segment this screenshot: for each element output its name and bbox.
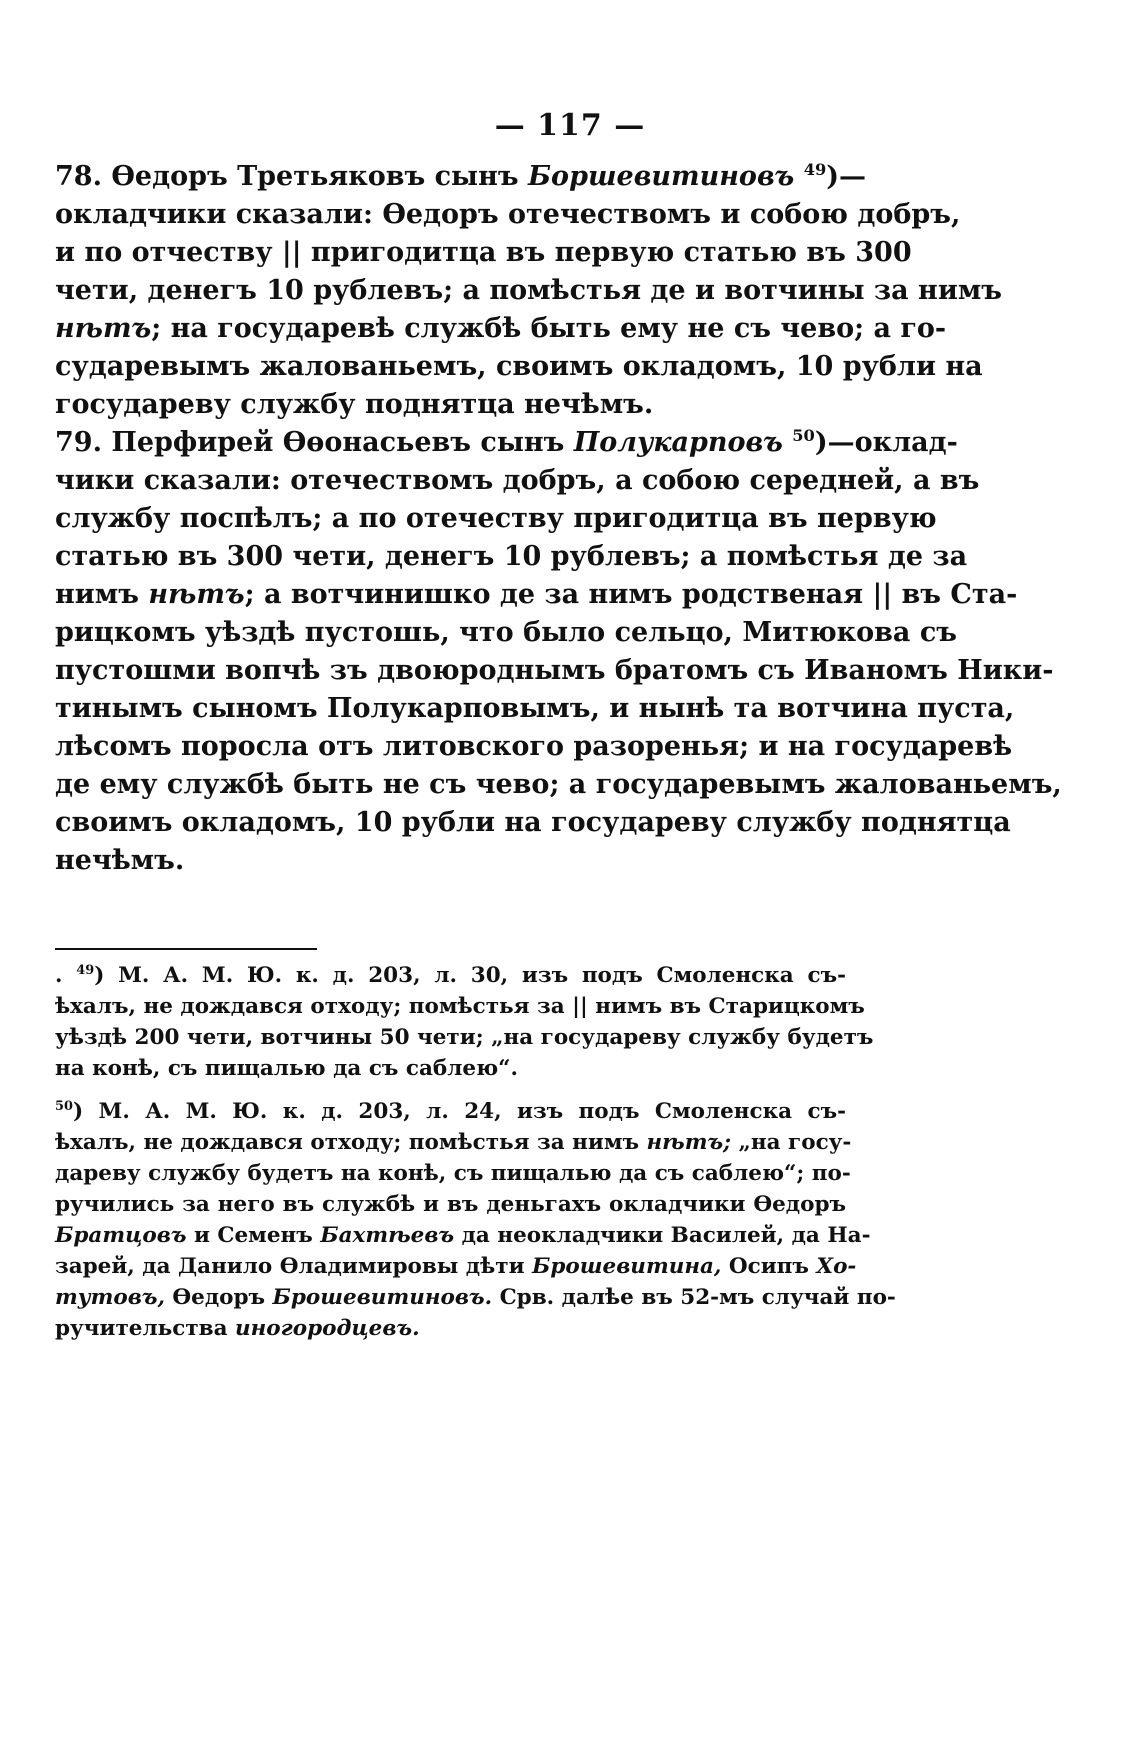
footnote-ref: 50 [55,1098,73,1114]
text-run: ; а вотчинишко де за нимъ родственая || въ Ста- [244,579,1018,610]
text-run: рицкомъ уѣздѣ пустошь, что было сельцо, Митюкова съ [55,617,957,648]
text-run: нимъ [55,579,149,610]
text-run: сударевымъ жалованьемъ, своимъ окладомъ, 10 рубли на [55,351,983,382]
italic-run: тутовъ, [55,1285,165,1310]
text-run [783,427,792,458]
italic-run: иногородцевъ. [235,1316,420,1341]
italic-run: Бахтѣевъ [320,1223,455,1248]
entry-79-line [55,540,968,574]
entry-78-line [55,236,912,270]
footnote-ref: 49 [803,160,827,179]
text-run: и по отчеству || пригодитца въ первую статью въ 300 [55,237,912,268]
text-run: ) М. А. М. Ю. к. д. 203, л. 30, изъ подъ Смоленска съ- [94,963,846,988]
footnote-50-line [55,1129,852,1157]
text-run: ѣхалъ, не дождався отходу; помѣстья за нимъ [55,1130,647,1155]
text-run: . [55,963,77,988]
text-run: дареву службу будетъ на конѣ, съ пищалью да съ саблею“; по- [55,1161,851,1186]
footnote-50-line [55,1222,871,1250]
italic-run: Хо- [816,1254,857,1279]
text-run: зарей, да Данило Өладимировы дѣти [55,1254,533,1279]
text-run: пустошми вопчѣ зъ двоюроднымъ братомъ съ Иваномъ Ники- [55,655,1054,686]
text-run: государеву службу поднятца нечѣмъ. [55,389,654,420]
text-run: )—оклад- [814,427,958,458]
text-run: ручились за него въ службѣ и въ деньгахъ окладчики Өедоръ [55,1192,846,1217]
entry-79-line [55,616,957,650]
page-number: — 117 — [494,108,646,143]
text-run: на конѣ, съ пищалью да съ саблею“. [55,1056,518,1081]
text-run: своимъ окладомъ, 10 рубли на государеву службу поднятца [55,807,1011,838]
text-run: ѣхалъ, не дождався отходу; помѣстья за || нимъ въ Старицкомъ [55,994,865,1019]
text-run: окладчики сказали: Өедоръ отечествомъ и собою добръ, [55,199,961,230]
entry-78-line [55,312,947,346]
entry-78-line [55,160,867,194]
footnote-ref: 49 [76,962,95,978]
text-run: Срв. далѣе въ 52-мъ случай по- [492,1285,896,1310]
entry-79-line [55,578,1018,612]
text-run: 79. Перфирей Өөонасьевъ сынъ [55,427,574,458]
italic-run: Боршевитиновъ [527,161,795,192]
text-run: службу поспѣлъ; а по отечеству пригодитца въ первую [55,503,937,534]
footnote-50-line [55,1315,420,1343]
text-run: де ему службѣ быть не съ чево; а государевымъ жалованьемъ, [55,769,1062,800]
entry-79-line [55,464,980,498]
italic-run: нѣтъ [55,313,152,344]
text-run: )— [826,161,867,192]
text-run [794,161,803,192]
italic-run: Братцовъ [55,1223,187,1248]
text-run: ручительства [55,1316,235,1341]
footnote-49-line [55,993,865,1021]
text-run: да неокладчики Василей, да На- [454,1223,871,1248]
italic-run: нѣтъ; [646,1130,732,1155]
text-run: и Семенъ [186,1223,321,1248]
text-run: чети, денегъ 10 рублевъ; а помѣстья де и вотчины за нимъ [55,275,1003,306]
text-run: тинымъ сыномъ Полукарповымъ, и нынѣ та вотчина пуста, [55,693,1015,724]
text-run: ; на государевѣ службѣ быть ему не съ чево; а го- [151,313,947,344]
italic-run: нѣтъ [148,579,245,610]
entry-78-line [55,350,983,384]
entry-79-line [55,806,1011,840]
text-run: статью въ 300 чети, денегъ 10 рублевъ; а помѣстья де за [55,541,968,572]
text-run: чики сказали: отечествомъ добръ, а собою середней, а въ [55,465,980,496]
footnote-50-line [55,1160,851,1188]
entry-79-line [55,502,937,536]
entry-79-line [55,730,1013,764]
entry-78-line [55,198,961,232]
entry-78-line [55,274,1003,308]
text-run: Осипъ [721,1254,817,1279]
italic-run: Полукарповъ [573,427,783,458]
text-run: лѣсомъ поросла отъ литовского разоренья; и на государевѣ [55,731,1013,762]
entry-79-line [55,654,1054,688]
text-run: нечѣмъ. [55,845,185,876]
footnote-separator [55,948,317,950]
text-run: Өедоръ [164,1285,273,1310]
text-run: уѣздѣ 200 чети, вотчины 50 чети; „на государеву службу будетъ [55,1025,874,1050]
entry-79-line [55,768,1062,802]
italic-run: Брошевитина, [532,1254,722,1279]
footnote-ref: 50 [792,426,815,445]
footnote-50-line [55,1191,846,1219]
text-run: 78. Өедоръ Третьяковъ сынъ [55,161,528,192]
footnote-49-line [55,1024,874,1052]
footnote-49-line [55,1055,518,1083]
entry-78-line [55,388,653,422]
text-run: ) М. А. М. Ю. к. д. 203, л. 24, изъ подъ Смоленска съ- [72,1099,846,1124]
italic-run: Брошевитиновъ. [272,1285,493,1310]
footnote-50-line [55,1284,896,1312]
entry-79-line [55,426,958,460]
footnote-50-line [55,1098,846,1126]
footnote-49-line [55,962,846,990]
footnote-50-line [55,1253,857,1281]
entry-79-line [55,844,184,878]
entry-79-line [55,692,1015,726]
text-run: „на госу- [731,1130,852,1155]
